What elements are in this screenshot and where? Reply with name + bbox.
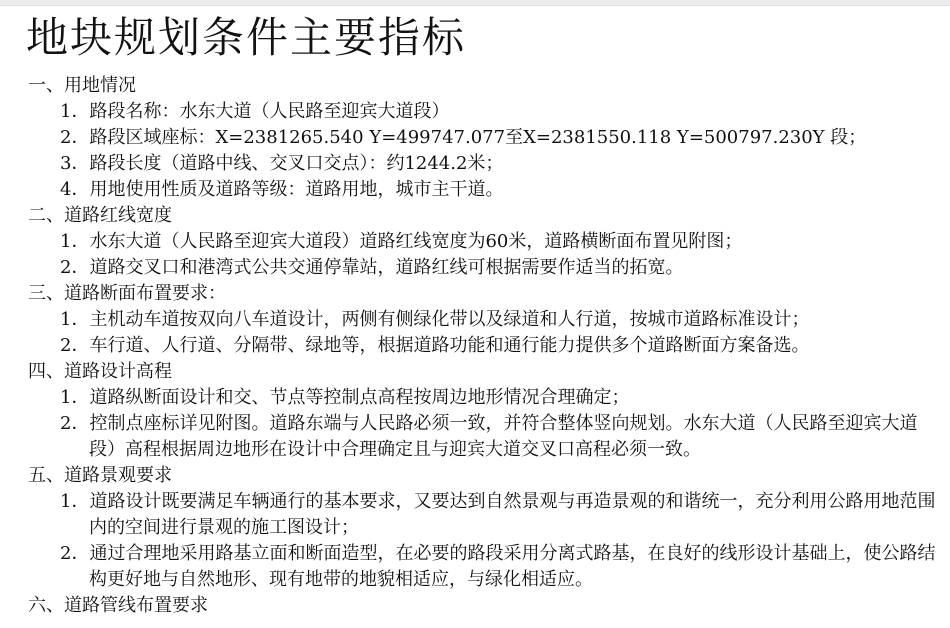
top-border [0, 0, 950, 6]
page-title: 地块规划条件主要指标 [26, 13, 467, 62]
list-item: 3．路段长度（道路中线、交叉口交点）：约1244.2米； [60, 152, 504, 174]
list-item: 2．通过合理地采用路基立面和断面造型，在必要的路段采用分离式路基，在良好的线形设计基础上，使公路结构更好地与自然地形、现有地带的地貌相适应，与绿化相适应。 [60, 542, 936, 590]
list-item: 2．路段区域座标：X=2381265.540 Y=499747.077至X=2381550.118 Y=500797.230Y 段； [60, 126, 867, 148]
list-item: 1．道路设计既要满足车辆通行的基本要求，又要达到自然景观与再造景观的和谐统一，充分利用公路用地范围内的空间进行景观的施工图设计； [60, 490, 936, 538]
list-item: 1．主机动车道按双向八车道设计，两侧有侧绿化带以及绿道和人行道，按城市道路标准设计； [60, 308, 810, 330]
list-item: 2．控制点座标详见附图。道路东端与人民路必须一致，并符合整体竖向规划。水东大道（人民路至迎宾大道段）高程根据周边地形在设计中合理确定且与迎宾大道交叉口高程必须一致。 [60, 412, 918, 460]
section-heading: 二、道路红线宽度 [28, 204, 172, 226]
section-heading: 一、用地情况 [28, 74, 136, 96]
section-heading: 三、道路断面布置要求： [28, 282, 226, 304]
list-item: 2．道路交叉口和港湾式公共交通停靠站，道路红线可根据需要作适当的拓宽。 [60, 256, 684, 278]
section-heading: 五、道路景观要求 [28, 464, 172, 486]
section-land-use [0, 73, 950, 203]
list-item: 1．道路纵断面设计和交、节点等控制点高程按周边地形情况合理确定； [60, 386, 630, 408]
section-red-line-width [0, 203, 950, 281]
list-item: 2．车行道、人行道、分隔带、绿地等，根据道路功能和通行能力提供多个道路断面方案备选。 [60, 334, 810, 356]
document-body [0, 73, 950, 619]
section-heading: 四、道路设计高程 [28, 360, 172, 382]
list-item: 4．用地使用性质及道路等级：道路用地，城市主干道。 [60, 178, 504, 200]
list-item: 1．水东大道（人民路至迎宾大道段）道路红线宽度为60米，道路横断面布置见附图； [60, 230, 743, 252]
section-heading: 六、道路管线布置要求 [28, 594, 208, 616]
list-item: 1．路段名称：水东大道（人民路至迎宾大道段） [60, 100, 450, 122]
section-cross-section-layout [0, 281, 950, 359]
section-pipeline-layout [0, 593, 950, 619]
section-design-elevation [0, 359, 950, 463]
section-landscape-requirements [0, 463, 950, 593]
